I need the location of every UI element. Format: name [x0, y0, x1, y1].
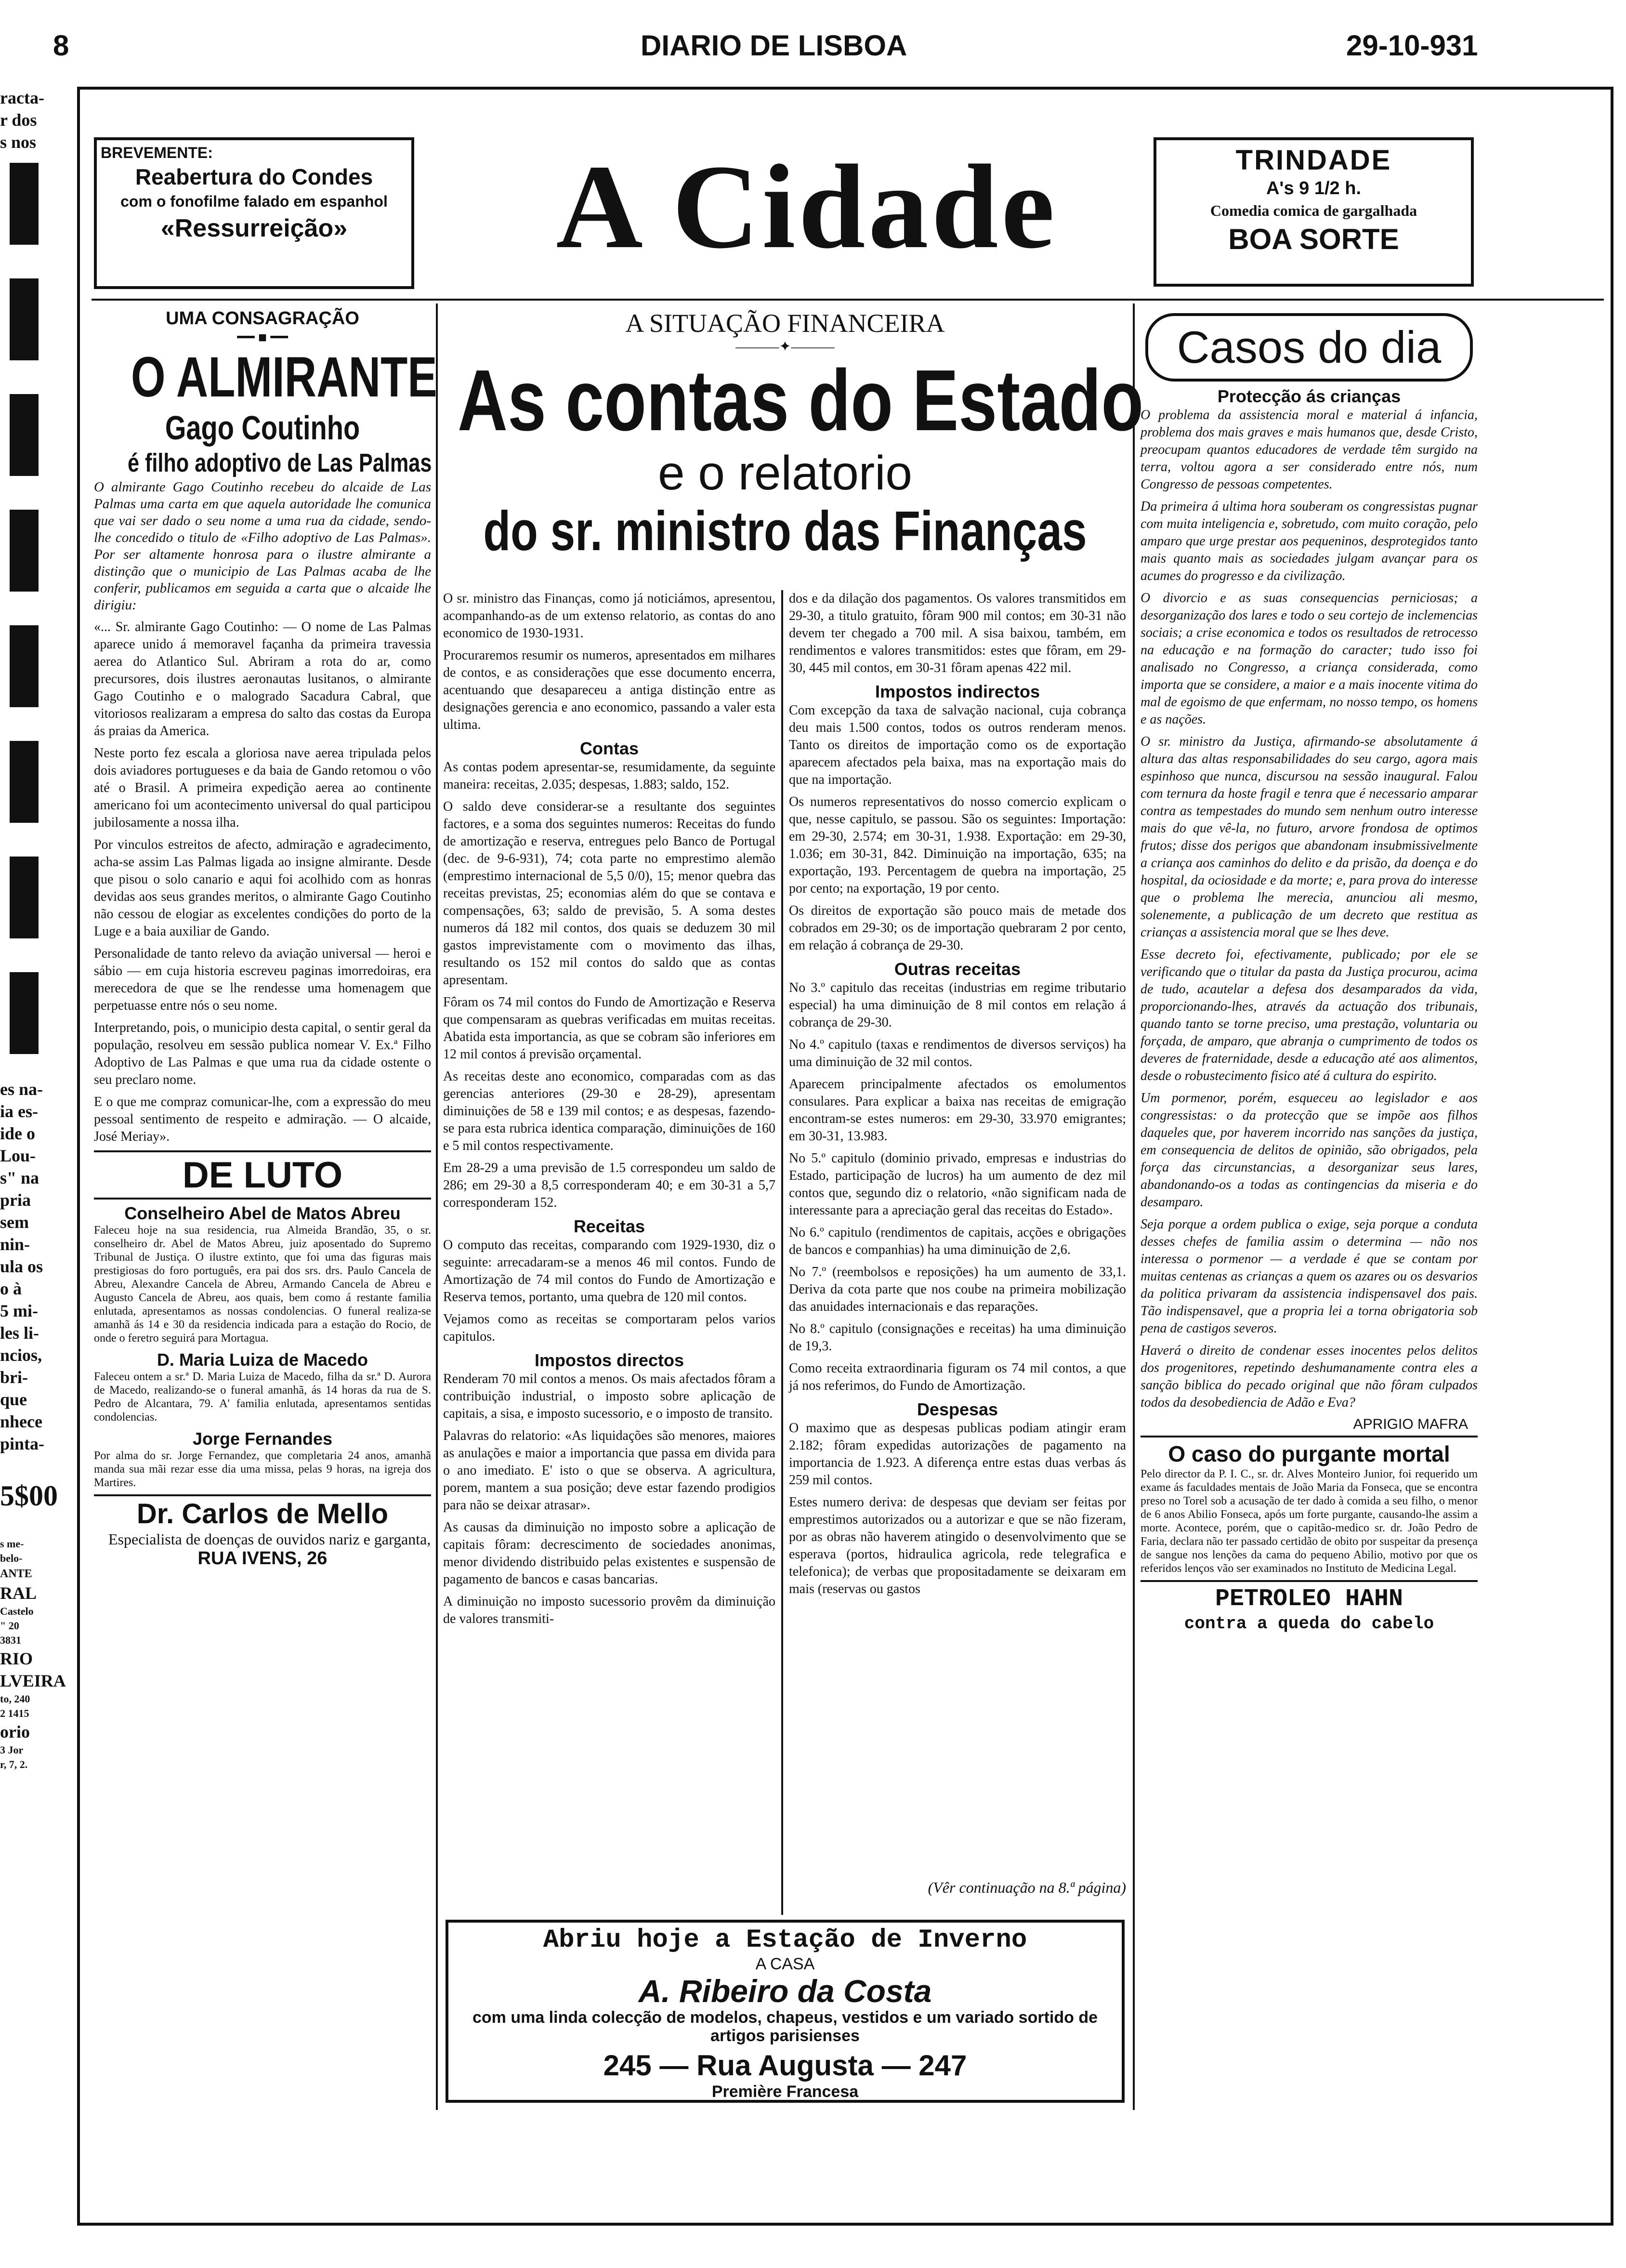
cut-headline-block — [10, 163, 39, 1068]
kicker: A SITUAÇÃO FINANCEIRA — [625, 309, 945, 338]
headline-almirante: O ALMIRANTE — [131, 345, 437, 409]
headline-ministro: do sr. ministro das Finanças — [483, 500, 1087, 562]
headline-relatorio: e o relatorio — [657, 446, 913, 500]
purgante-heading: O caso do purgante mortal — [1168, 1441, 1450, 1466]
headline-contas: As contas do Estado — [458, 352, 1144, 449]
continuation-note: (Vêr continuação na 8.ª página) — [928, 1879, 1126, 1896]
issue-date: 29-10-931 — [1346, 29, 1478, 62]
ribeiro-costa-ad: Abriu hoje a Estação de Inverno A CASA A. Ribeiro da Costa com uma linda colecção de modelos, chapeus, vestidos e um variado sortido de artigos parisienses 245 — Rua Augusta — 247 Première Francesa — [446, 1920, 1125, 2103]
doctor-ad-address: RUA IVENS, 26 — [197, 1548, 328, 1569]
author-signature: APRIGIO MAFRA — [1353, 1416, 1468, 1432]
petroleo-ad: PETROLEO HAHN — [1215, 1585, 1403, 1613]
article-col-a: O sr. ministro das Finanças, como já noticiámos, apresentou, acompanhando-as de um extenso relatorio, as contas do ano economico de 1930-1931. Procuraremos resumir os numeros, apresentados em milhares de contos, e as considerações que esse documento encerra, acentuando que desapareceu a antiga distinção entre as designações gerencia e ano economico, passando a valer esta ultima. Contas As contas podem apresentar-se, resumidamente, da seguinte maneira: receitas, 2.035; despesas, 1.883; saldo, 152. O saldo deve considerar-se a resultante dos seguintes factores, e a soma dos seguintes numeros: Receitas do fundo de amortização e reserva, entregues pelo Banco de Portugal (dec. de 9-6-931), 74; cota parte no emprestimo alemão (emprestimo internacional de 5,5 0/0), 15; menor quebra das receitas previstas, 25; economias além do que se contava e compensações, 63; saldo de previsão, 5. A soma destes numeros dá 182 mil contos, dos quais se deduzem 30 mil gastos imprevistamente com o movimento das ilhas, resultando os 152 mil contos do saldo que as contas apresentam. Fôram os 74 mil contos do Fundo de Amortização e Reserva que compensaram as quebras verificadas em muitas receitas. Abatida esta importancia, as que se cobram são inferiores em 12 mil contos á previsão orçamental. As receitas deste ano economico, comparadas com as das gerencias anteriores (29-30 e 28-29), apresentam diminuições de 58 e 139 mil contos; e as despesas, fazendo-se para esta rubrica identica comparação, diminuições de 160 e 5 mil contos respectivamente. Em 28-29 a uma previsão de 1.5 correspondeu um saldo de 286; em 29-30 a 8,5 corresponderam 40; e em 30-31 a 5,7 corresponderam 152. Receitas O computo das receitas, comparando com 1929-1930, diz o seguinte: arrecadaram-se a menos 46 mil contos. Fundo de Amortização de 74 mil contos do Fundo de Amortização e Reserva temos, portanto, uma quebra de 120 mil contos. Vejamos como as receitas se comportaram pelos varios capitulos. Impostos directos Renderam 70 mil contos a menos. Os mais afectados fôram a contribuição industrial, o imposto sobre aplicação de capitais, a sisa, e imposto sucessorio, e o imposto de transito. Palavras do relatorio: «As liquidações são menores, maiores as anulações e maior a importancia que passa em divida para o ano imediato. E' isto o que se observa. A agricultura, porem, mantem a sua posição; deve estar fazendo prodigios para não se deixar atrasar». As causas da diminuição no imposto sobre a aplicação de capitais fôram: decrescimento de sociedades anonimas, menor dividendo distribuido pelas existentes e suspensão de pagamento de bancos e casas bancarias. A diminuição no imposto sucessorio provêm da diminuição de valores transmiti- — [443, 591, 775, 1626]
section-title: A Cidade — [556, 140, 1058, 274]
adjacent-page-strip: racta- r dos s nos es na- ia es- ide o Lou- s" na pria sem nin- ula os o à 5 mi- les li- ncios, bri- que nhece pinta- 5$00 s me- belo- ANTE RAL Castelo " 20 3831 RIO LVEIRA to, 240 2 1415 orio 3 Jor r, 7, 2. — [0, 88, 66, 1770]
obit-heading: D. Maria Luiza de Macedo — [157, 1350, 368, 1370]
article-col-b: dos e da dilação dos pagamentos. Os valores transmitidos em 29-30, a titulo gratuito, fôram 900 mil contos; em 30-31 não devem ter chegado a 700 mil. A sisa baixou, também, em rendimentos e valores transmitidos: estes que fôram, em 29-30, 445 mil contos, em 30-31 fôram apenas 422 mil. Impostos indirectos Com excepção da taxa de salvação nacional, cuja cobrança deu mais 1.500 contos, todos os outros renderam menos. Tanto os direitos de importação como os de exportação aparecem afectados pela baixa, mas na exportação mais do que na importação. Os numeros representativos do nosso comercio explicam o que, nesse capitulo, se passou. São os seguintes: Importação: em 29-30, 2.574; em 30-31, 1.938. Exportação: em 29-30, 1.036; em 30-31, 842. Diminuição na importação, 635; na exportação, 193. Percentagem de quebra na importação, 25 por cento; na exportação, 19 por cento. Os direitos de exportação são pouco mais de metade dos cobrados em 29-30; os de importação quebraram 2 por cento, em relação á cobrança de 29-30. Outras receitas No 3.º capitulo das receitas (industrias em regime tributario especial) ha uma diminuição de 8 mil contos em relação á cobrança de 29-30. No 4.º capitulo (taxas e rendimentos de diversos serviços) ha uma diminuição de 32 mil contos. Aparecem principalmente afectados os emolumentos consulares. Para explicar a baixa nas receitas de emigração encontram-se estes numeros: em 29-30, 33.970 emigrantes; em 30-31, 13.983. No 5.º capitulo (dominio privado, empresas e industrias do Estado, participação de lucros) ha um aumento de dez mil contos que, segundo diz o relatorio, «não significam nada de interessante para a apreciação geral das receitas do Estado». No 6.º capitulo (rendimentos de capitais, acções e obrigações de bancos e companhias) ha uma diminuição de 2,6. No 7.º (reembolsos e reposições) ha um aumento de 33,1. Deriva da cota parte que nos coube na primeira mobilização das anuidades internacionais e das reparações. No 8.º capitulo (consignações e receitas) ha uma diminuição de 19,3. Como receita extraordinaria figuram os 74 mil contos, a que já nos referimos, do Fundo de Amortização. Despesas O maximo que as despesas publicas podiam atingir eram 2.182; fôram expedidas autorizações de pagamento na importancia de 1.923. A diferença entre estas duas verbas ás 259 mil contos. Estes numero deriva: de despesas que deviam ser feitas por emprestimos autorizados ou a autorizar e que se não fizeram, por as obras não haverem atingido o desenvolvimento que se esperava (portos, hidraulica agricola, rede telegrafica e telefonica); de verbas que propositadamente se deixaram em mais (reservas ou gastos — [789, 591, 1126, 1596]
column-divider — [436, 303, 438, 2110]
header-rule — [92, 299, 1604, 301]
kicker: UMA CONSAGRAÇÃO — [166, 308, 359, 329]
column-divider — [1133, 303, 1135, 2110]
trindade-ad: TRINDADE A's 9 1/2 h. Comedia comica de gargalhada BOA SORTE — [1154, 137, 1474, 287]
page-number: 8 — [53, 29, 69, 62]
column-casos: Casos do dia Protecção ás crianças O problema da assistencia moral e material á infancia, problema dos mais graves e mais humanos que, desde Cristo, preocupam quantos educadores de verdade têm surgido na terra, voltou agora a ser considerado entre nós, num Congresso de pessoas competentes. Da primeira á ultima hora souberam os congressistas pugnar com muita inteligencia e, sobretudo, com muito coração, pelo amparo que urge prestar aos pequeninos, desprotegidos tanto mais quanto mais as sociedades julgam avançar para os acumes do progresso e da civilização. O divorcio e as suas consequencias perniciosas; a desorganização dos lares e todo o seu cortejo de inclemencias sociais; a crise economica e todos os resultados de retrocesso na educação e na formação do caracter; tudo isso foi analisado no Congresso, a criança considerada, como importa que se considere, a maior e a mais inocente vitima do mal de egoismo de que enfermam, no nosso tempo, os homens e as nações. O sr. ministro da Justiça, afirmando-se absolutamente á altura das altas responsabilidades do seu cargo, agora mais espinhoso que nunca, discursou na sessão inaugural. Falou com ternura da hoste fragil e tenra que é necessario amparar contra as tempestades do mundo sem nenhum outro interesse mais do que vê-la, no futuro, arvore frondosa de optimos frutos; disse dos perigos que abandonam insubmissivelmente a criança aos caminhos do delito e da prisão, da doença e do hospital, da ociosidade e da morte; e, para prova do interesse que o problema lhe merecia, anunciou ali mesmo, solenemente, a publicação de um decreto que restitua as crianças a assistencia moral que se lhes deve. Esse decreto foi, efectivamente, publicado; por ele se verificando que o titular da pasta da Justiça procurou, acima de tudo, acautelar a defesa dos desamparados da vida, proporcionando-lhes, através da actuação dos tribunais, quando tanto se torne preciso, uma prestação, voluntaria ou forçada, de amparo, que abranja o cumprimento de todos os deveres de fraternidade, desde a educação até aos alimentos, desde o robustecimento fisico até á cultura do espirito. Um pormenor, porém, esqueceu ao legislador e aos congressistas: o da protecção que se impõe aos filhos daqueles que, por haverem incorrido nas sanções da justiça, em consequencia de delitos de opinião, são obrigados, pela força das circunstancias, a desorganizar seus lares, abandonando-os a todas as contingencias da miseria e do desamparo. Seja porque a ordem publica o exige, seja porque a conduta desses chefes de familia assim o determina — não nos interessa o pormenor — a verdade é que se contam por muitas centenas as crianças a quem os azares ou os desvarios da politica privaram da assistencia indispensavel dos pais. Tão indispensavel, que a propria lei a torna obrigatoria sob pena de castigos severos. Haverá o direito de condenar esses inocentes pelos delitos dos progenitores, repetindo deshumanamente contra eles a sanção biblica do pecado original que não fôram culpados todos da desobediencia de Adão e Eva? APRIGIO MAFRA O caso do purgante mortal Pelo director da P. I. C., sr. dr. Alves Monteiro Junior, foi requerido um exame ás faculdades mentais de João Maria da Fonseca, que se encontra preso no Torel sob a acusação de ter dado à comida a seu filho, o menor de 6 anos Abilio Fonseca, após um forte purgante, causando-lhe assim a morte. Acontece, porém, que o capitão-medico sr. dr. João Pedro de Faria, declara não ter passado certidão de obito por suspeitar da presença de sangue nos lenções da cama do pequeno Abilio, motivo por que os referidos lenços vão ser examinados no Instituto de Medicina Legal. PETROLEO HAHN contra a queda do cabelo — [1141, 313, 1478, 2110]
column-divider — [781, 590, 783, 1915]
headline-gago-coutinho: Gago Coutinho — [165, 409, 360, 447]
casos-logo: Casos do dia — [1145, 313, 1473, 382]
column-almirante: UMA CONSAGRAÇÃO ━━ ■ ━━ O ALMIRANTE Gago Coutinho é filho adoptivo de Las Palmas O almirante Gago Coutinho recebeu do alcaide de Las Palmas uma carta em que aquela autoridade lhe comunica que vai ser dado o seu nome a uma rua da cidade, sendo-lhe concedido o titulo de «Filho adoptivo de Las Palmas». Por ser altamente honrosa para o ilustre almirante a distinção que o municipio de Las Palmas acaba de lhe conferir, publicamos em seguida a carta que o alcaide lhe dirigiu: «... Sr. almirante Gago Coutinho: — O nome de Las Palmas aparece unido á memoravel façanha da primeira travessia aerea do Atlantico Sul. Abriram a rota do ar, como precursores, dois ilustres aeronautas lusitanos, o almirante Gago Coutinho e o malogrado Sacadura Cabral, que vitoriosos realizaram a empresa do salto das costas da Europa ás praias da America. Neste porto fez escala a gloriosa nave aerea tripulada pelos dois aviadores portugueses e da baia de Gando retomou o vôo até o Brasil. A primeira expedição aerea ao continente americano foi um acontecimento universal do qual participou jubilosamente a nossa ilha. Por vinculos estreitos de afecto, admiração e agradecimento, acha-se assim Las Palmas ligada ao insigne almirante. Desde que pisou o solo canario e aqui foi acolhido com as honras devidas aos seus grandes meritos, o almirante Gago Coutinho não cessou de elogiar as excelentes condições do porto de la Luge e a baia auxiliar de Gando. Personalidade de tanto relevo da aviação universal — heroi e sábio — em cuja historia escreveu paginas imorredoiras, era merecedora de que se lhe rendesse uma homenagem que perpetuasse entre nós o seu nome. Interpretando, pois, o municipio desta capital, o sentir geral da população, resolveu em sessão publica nomear V. Ex.ª Filho Adoptivo de Las Palmas e que uma rua da cidade ostente o seu preclaro nome. E o que me compraz comunicar-lhe, com a expressão do meu pessoal sentimento de respeito e admiração. — O alcaide, José Meriay». DE LUTO Conselheiro Abel de Matos Abreu Faleceu hoje na sua residencia, rua Almeida Brandão, 35, o sr. conselheiro dr. Abel de Matos Abreu, juiz aposentado do Supremo Tribunal de Justiça. O ilustre extinto, que foi uma das figuras mais prestigiosas do foro português, era pai dos srs. drs. Paulo Cancela de Abreu, Alexandre Cancela de Abreu, Armando Cancela de Abreu e Augusto Cancela de Abreu, aos quais, bem como á restante familia enlutada, apresentamos as nossas condolencias. O funeral realiza-se amanhã ás 14 e 30 da residencia indicada para a estação do Rocio, de onde o feretro seguirá para Mortagua. D. Maria Luiza de Macedo Faleceu ontem a sr.ª D. Maria Luiza de Macedo, filha da sr.ª D. Aurora de Macedo, realizando-se o funeral amanhã, ás 14 horas da rua de S. Pedro de Alcantara, 79. A' familia enlutada, apresentamos sentidas condolencias. Jorge Fernandes Por alma do sr. Jorge Fernandez, que completaria 24 anos, amanhã manda sua mãi rezar esse dia uma missa, pelas 9 horas, na igreja dos Martires. Dr. Carlos de Mello Especialista de doenças de ouvidos nariz e garganta, RUA IVENS, 26 — [94, 308, 437, 1569]
doctor-ad-name: Dr. Carlos de Mello — [136, 1498, 389, 1530]
obit-heading: Jorge Fernandes — [192, 1429, 333, 1449]
obit-heading: Conselheiro Abel de Matos Abreu — [124, 1203, 401, 1223]
article-contas: A SITUAÇÃO FINANCEIRA ———✦——— As contas do Estado e o relatorio do sr. ministro das Finanças — [443, 308, 1127, 562]
condes-ad: BREVEMENTE: Reabertura do Condes com o fonofilme falado em espanhol «Ressurreição» — [94, 137, 414, 289]
luto-heading: DE LUTO — [182, 1155, 343, 1196]
newspaper-name: DIARIO DE LISBOA — [641, 29, 907, 62]
headline-las-palmas: é filho adoptivo de Las Palmas — [128, 448, 432, 477]
